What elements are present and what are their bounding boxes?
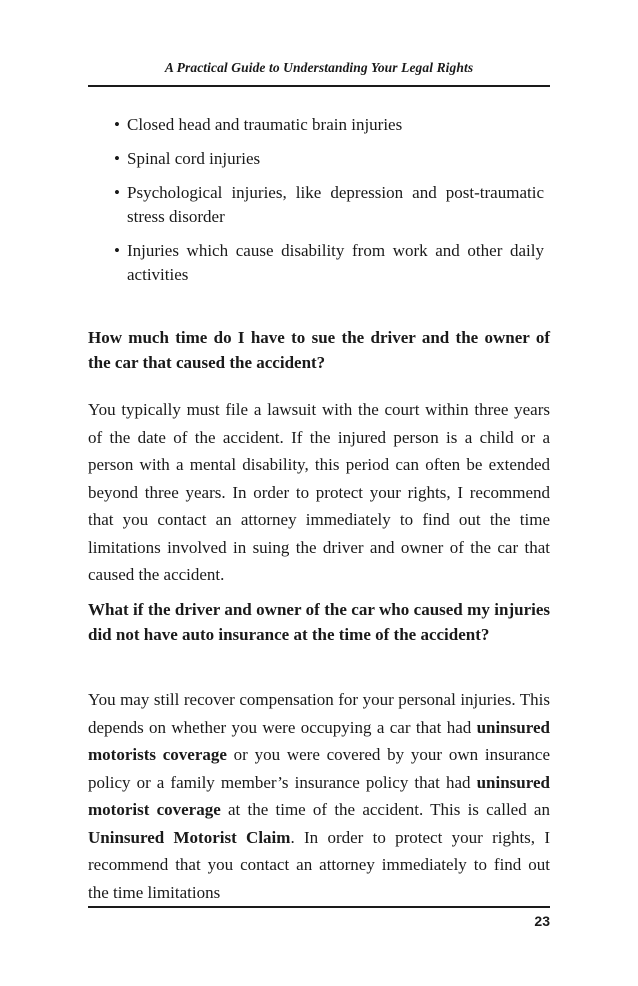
injury-bullet-list <box>114 113 544 297</box>
question-heading: How much time do I have to sue the driver and the owner of the car that caused the accident? <box>88 328 550 372</box>
emphasis-term: Uninsured Motorist Claim <box>88 827 291 847</box>
page-number: 23 <box>534 913 550 929</box>
list-item <box>114 113 544 137</box>
list-item <box>114 147 544 171</box>
bullet-text: Injuries which cause disability from work and other daily activities <box>127 241 544 284</box>
list-item <box>114 181 544 229</box>
answer-paragraph <box>88 686 550 906</box>
emphasis-term: uninsured motorists coverage <box>88 717 550 764</box>
bullet-text: Spinal cord injuries <box>127 149 261 168</box>
emphasis-term: uninsured motorist coverage <box>88 772 550 819</box>
bullet-text: Closed head and traumatic brain injuries <box>127 115 403 134</box>
footer-rule <box>88 906 550 908</box>
header-rule <box>88 85 550 87</box>
answer-paragraph: You typically must file a lawsuit with the court within three years of the date of the accident. If the injured person is a child or a person with a mental disability, this period can often be extended beyond three years. In order to protect your rights, I recommend that you contact an attorney immediately to find out the time limitations involved in suing the driver and owner of the car that caused the accident. <box>88 400 550 584</box>
list-item <box>114 239 544 287</box>
bullet-icon: • <box>114 241 120 260</box>
answer-text: or you were covered by your own insurance policy or a family member’s insurance policy that had <box>88 745 550 792</box>
running-header: A Practical Guide to Understanding Your Legal Rights <box>164 60 474 75</box>
bullet-icon: • <box>114 115 120 134</box>
bullet-icon: • <box>114 149 120 168</box>
answer-text: You may still recover compensation for your personal injuries. This depends on whether you were occupying a car that had <box>88 690 550 737</box>
answer-text: at the time of the accident. This is called an <box>220 800 550 819</box>
answer-text: . In order to protect your rights, I recommend that you contact an attorney immediately to find out the time limitations <box>88 827 551 902</box>
question-heading: What if the driver and owner of the car who caused my injuries did not have auto insurance at the time of the accident? <box>88 600 550 644</box>
bullet-text: Psychological injuries, like depression and post-traumatic stress disorder <box>127 183 544 226</box>
bullet-icon: • <box>114 183 120 202</box>
